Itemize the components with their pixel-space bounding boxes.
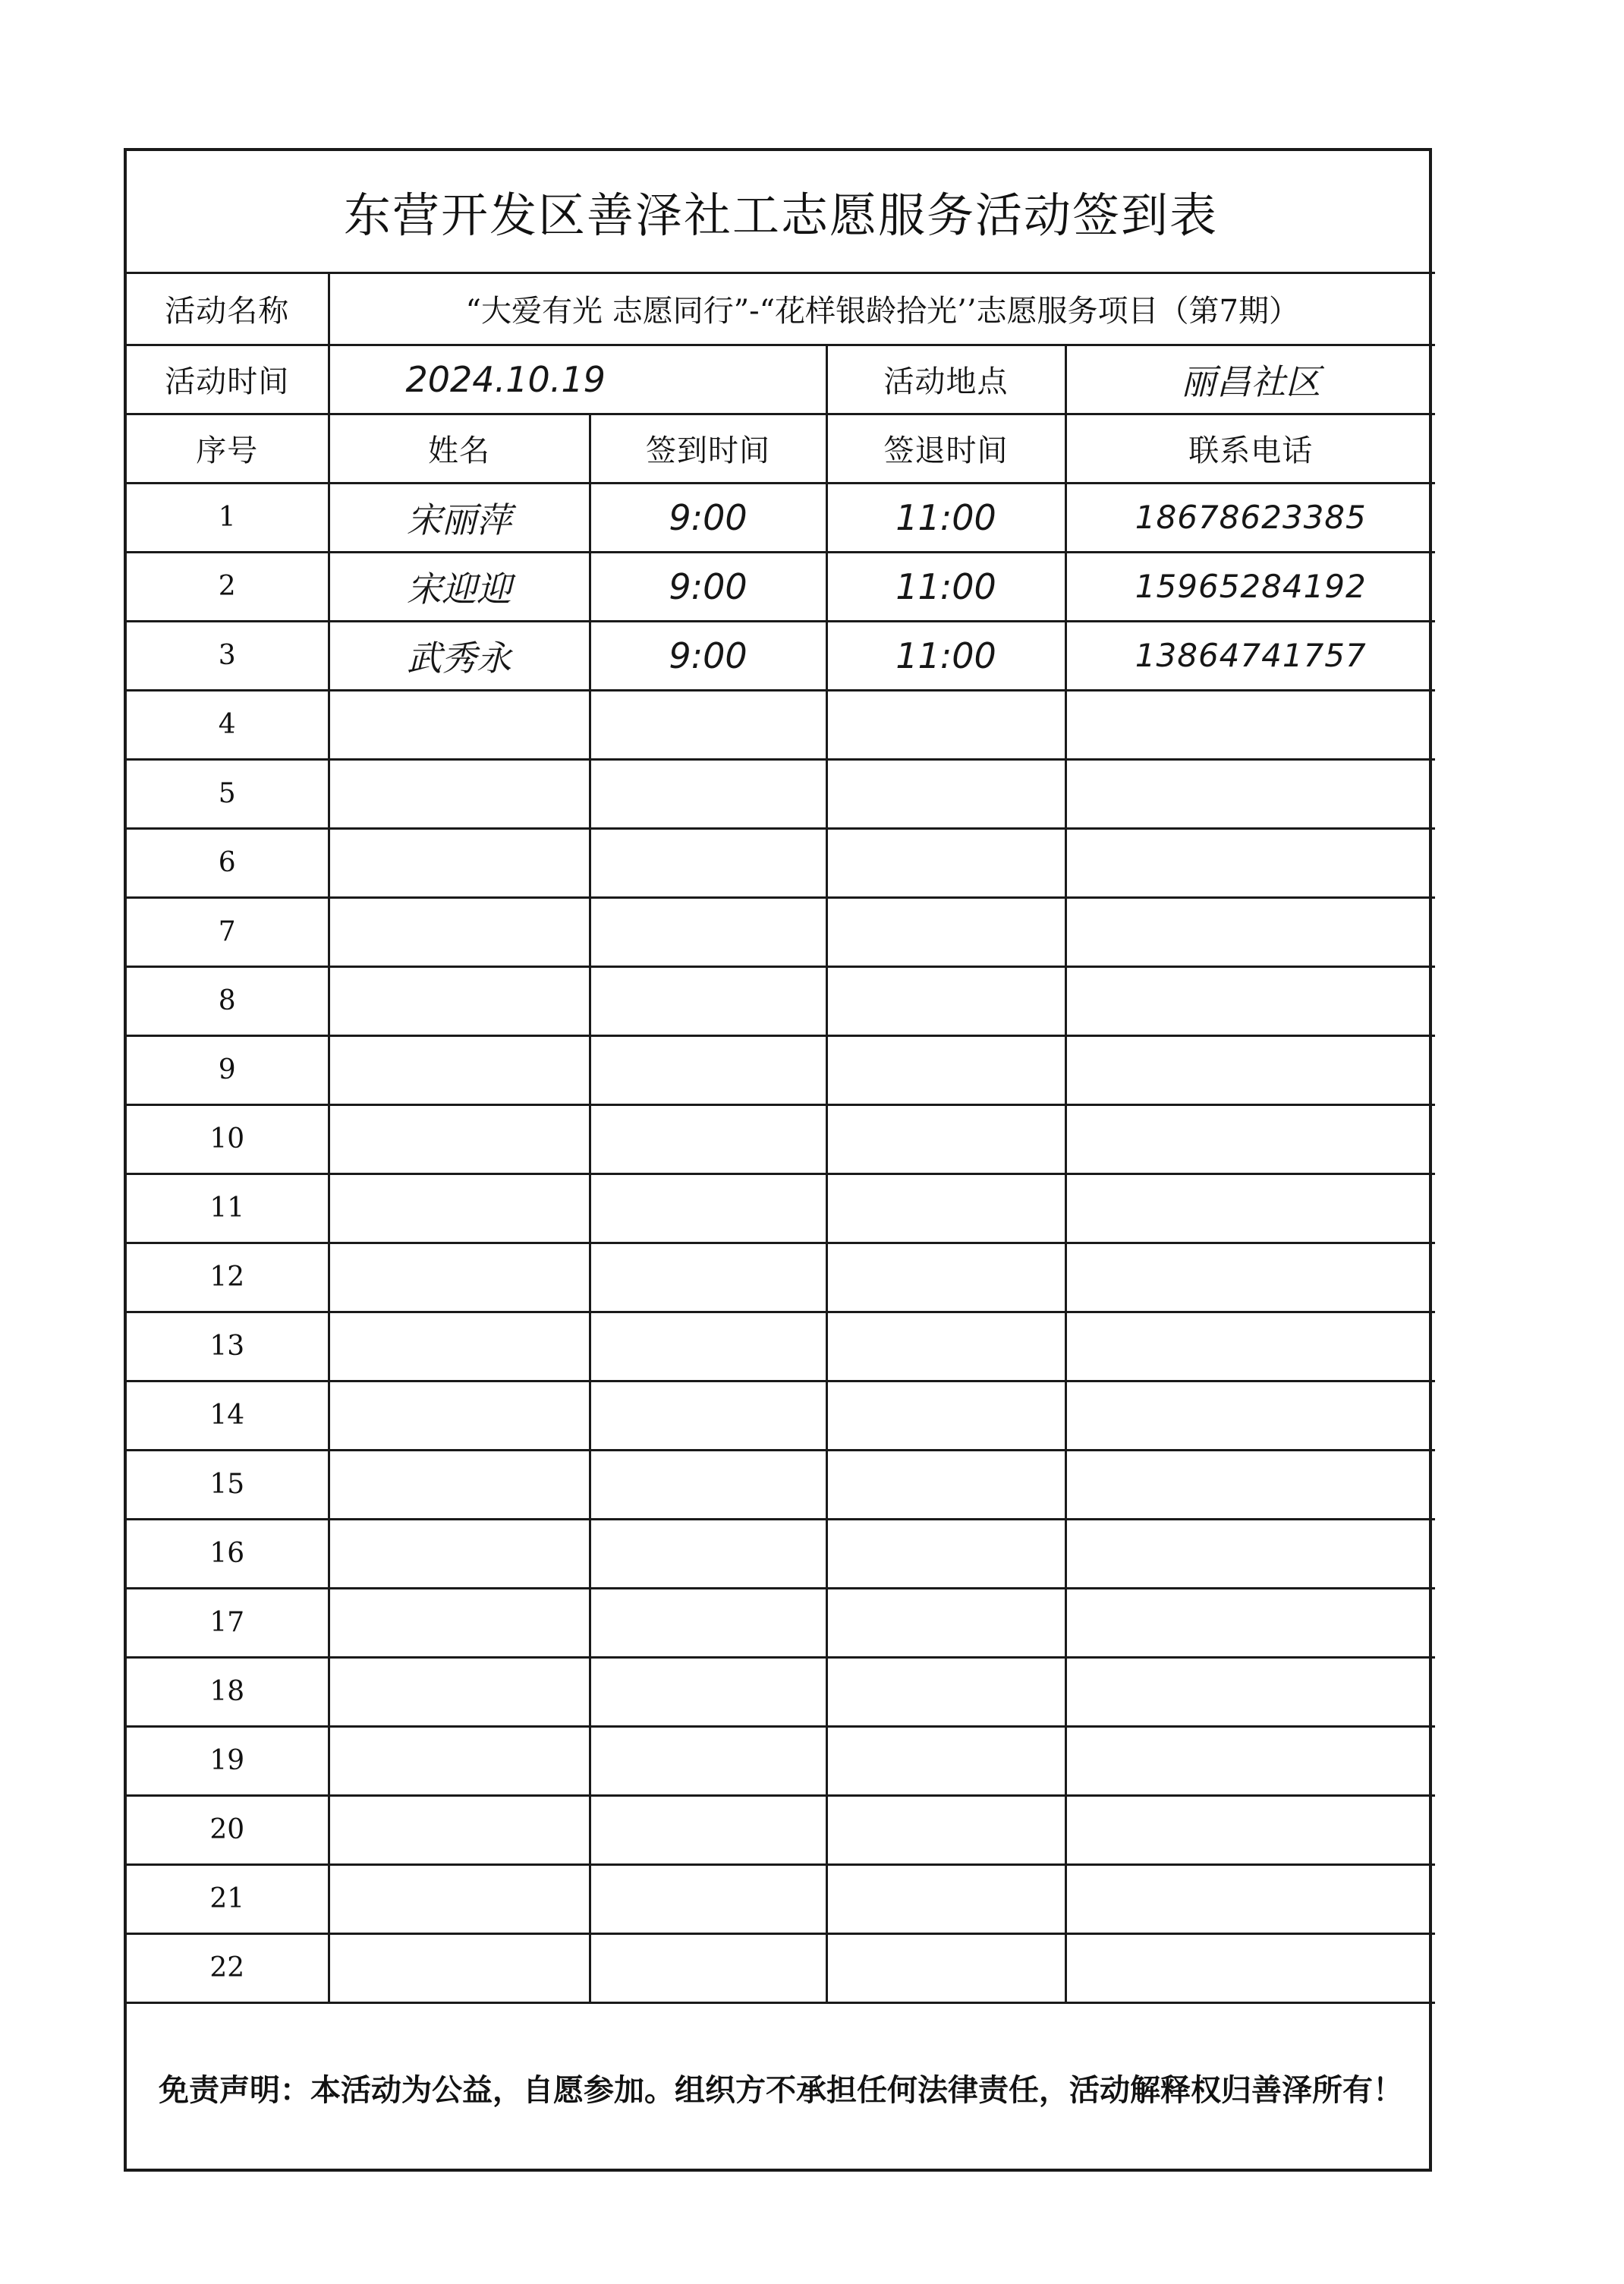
seq: 9	[127, 1035, 329, 1104]
seq: 18	[127, 1657, 329, 1726]
name-cell[interactable]	[329, 1450, 590, 1519]
table-row	[127, 552, 1435, 621]
phone-cell[interactable]	[1065, 966, 1435, 1035]
seq: 10	[127, 1104, 329, 1174]
name-cell[interactable]	[329, 897, 590, 966]
sign-out-cell[interactable]	[826, 1104, 1065, 1174]
sign-out-cell[interactable]	[826, 828, 1065, 897]
seq: 7	[127, 897, 329, 966]
sign-in-sheet	[124, 148, 1432, 2172]
phone-cell[interactable]	[1065, 1174, 1435, 1243]
phone-cell[interactable]: 18678623385	[1065, 483, 1435, 552]
sign-in-table	[127, 151, 1435, 2177]
sign-in-cell[interactable]: 9:00	[590, 552, 826, 621]
sign-in-cell[interactable]	[590, 1174, 826, 1243]
sign-out-cell[interactable]	[826, 1588, 1065, 1657]
location-value[interactable]: 丽昌社区	[1065, 345, 1435, 414]
phone-cell[interactable]	[1065, 1795, 1435, 1864]
sign-out-cell[interactable]	[826, 1519, 1065, 1588]
name-cell[interactable]	[329, 1104, 590, 1174]
column-header-sign-out: 签退时间	[826, 414, 1065, 483]
sign-in-cell[interactable]	[590, 1657, 826, 1726]
name-cell[interactable]	[329, 1588, 590, 1657]
sign-in-cell[interactable]: 9:00	[590, 483, 826, 552]
seq: 13	[127, 1312, 329, 1381]
sign-out-cell[interactable]: 11:00	[826, 483, 1065, 552]
phone-cell[interactable]	[1065, 1312, 1435, 1381]
sign-in-cell[interactable]	[590, 828, 826, 897]
table-row	[127, 1519, 1435, 1588]
table-row	[127, 1104, 1435, 1174]
seq: 1	[127, 483, 329, 552]
name-cell[interactable]	[329, 1174, 590, 1243]
location-label: 活动地点	[826, 345, 1065, 414]
table-row	[127, 759, 1435, 828]
column-header-sign-in: 签到时间	[590, 414, 826, 483]
sign-in-cell[interactable]	[590, 1104, 826, 1174]
sign-out-cell[interactable]	[826, 897, 1065, 966]
sign-out-cell[interactable]	[826, 966, 1065, 1035]
sign-in-cell[interactable]	[590, 1035, 826, 1104]
sign-in-cell[interactable]	[590, 1381, 826, 1450]
sign-out-cell[interactable]: 11:00	[826, 552, 1065, 621]
column-header-row	[127, 414, 1435, 483]
table-row	[127, 1243, 1435, 1312]
sign-in-cell[interactable]	[590, 897, 826, 966]
activity-time-value[interactable]: 2024.10.19	[329, 345, 826, 414]
name-cell[interactable]: 宋丽萍	[329, 483, 590, 552]
phone-cell[interactable]: 13864741757	[1065, 621, 1435, 690]
table-row	[127, 621, 1435, 690]
phone-cell[interactable]	[1065, 1864, 1435, 1933]
phone-cell[interactable]	[1065, 1933, 1435, 2002]
sign-in-cell[interactable]	[590, 1519, 826, 1588]
seq: 16	[127, 1519, 329, 1588]
sign-in-cell[interactable]	[590, 1450, 826, 1519]
name-cell[interactable]	[329, 1312, 590, 1381]
phone-cell[interactable]	[1065, 1381, 1435, 1450]
sign-out-cell[interactable]	[826, 1795, 1065, 1864]
phone-cell[interactable]	[1065, 1035, 1435, 1104]
table-row	[127, 1450, 1435, 1519]
phone-cell[interactable]	[1065, 1243, 1435, 1312]
table-row	[127, 1933, 1435, 2002]
phone-cell[interactable]	[1065, 1519, 1435, 1588]
phone-cell[interactable]	[1065, 897, 1435, 966]
seq: 8	[127, 966, 329, 1035]
sign-out-cell[interactable]	[826, 1864, 1065, 1933]
sign-out-cell[interactable]	[826, 1726, 1065, 1795]
name-cell[interactable]: 宋迎迎	[329, 552, 590, 621]
table-row	[127, 483, 1435, 552]
table-row	[127, 690, 1435, 759]
activity-time-label: 活动时间	[127, 345, 329, 414]
sign-out-cell[interactable]	[826, 1657, 1065, 1726]
sign-in-cell[interactable]	[590, 690, 826, 759]
seq: 4	[127, 690, 329, 759]
sign-out-cell[interactable]	[826, 1933, 1065, 2002]
phone-cell[interactable]	[1065, 828, 1435, 897]
sign-in-cell[interactable]	[590, 1864, 826, 1933]
activity-name-value: “大爱有光 志愿同行”-“花样银龄拾光’’志愿服务项目（第7期）	[329, 273, 1435, 345]
sign-in-cell[interactable]	[590, 1243, 826, 1312]
seq: 12	[127, 1243, 329, 1312]
sign-out-cell[interactable]	[826, 690, 1065, 759]
name-cell[interactable]	[329, 1035, 590, 1104]
name-cell[interactable]	[329, 828, 590, 897]
disclaimer: 免责声明：本活动为公益，自愿参加。组织方不承担任何法律责任，活动解释权归善泽所有！	[127, 2002, 1435, 2177]
column-header-name: 姓名	[329, 414, 590, 483]
name-cell[interactable]: 武秀永	[329, 621, 590, 690]
seq: 11	[127, 1174, 329, 1243]
name-cell[interactable]	[329, 759, 590, 828]
sign-in-cell[interactable]	[590, 966, 826, 1035]
seq: 15	[127, 1450, 329, 1519]
seq: 5	[127, 759, 329, 828]
table-row	[127, 828, 1435, 897]
sign-out-cell[interactable]	[826, 1243, 1065, 1312]
sign-out-cell[interactable]	[826, 1174, 1065, 1243]
seq: 14	[127, 1381, 329, 1450]
table-row	[127, 1588, 1435, 1657]
name-cell[interactable]	[329, 1243, 590, 1312]
phone-cell[interactable]	[1065, 1588, 1435, 1657]
seq: 6	[127, 828, 329, 897]
name-cell[interactable]	[329, 1519, 590, 1588]
table-row	[127, 966, 1435, 1035]
table-row	[127, 1035, 1435, 1104]
form-title: 东营开发区善泽社工志愿服务活动签到表	[127, 151, 1435, 273]
sign-in-cell[interactable]	[590, 1795, 826, 1864]
column-header-phone: 联系电话	[1065, 414, 1435, 483]
name-cell[interactable]	[329, 966, 590, 1035]
table-row	[127, 1657, 1435, 1726]
phone-cell[interactable]	[1065, 1726, 1435, 1795]
sign-in-cell[interactable]	[590, 1933, 826, 2002]
sign-in-cell[interactable]	[590, 1588, 826, 1657]
sign-out-cell[interactable]	[826, 1381, 1065, 1450]
phone-cell[interactable]	[1065, 1657, 1435, 1726]
sign-out-cell[interactable]	[826, 1035, 1065, 1104]
table-row	[127, 897, 1435, 966]
sign-out-cell[interactable]: 11:00	[826, 621, 1065, 690]
name-cell[interactable]	[329, 1864, 590, 1933]
table-row	[127, 1795, 1435, 1864]
sign-out-cell[interactable]	[826, 1450, 1065, 1519]
phone-cell[interactable]	[1065, 1450, 1435, 1519]
table-row	[127, 1726, 1435, 1795]
phone-cell[interactable]: 15965284192	[1065, 552, 1435, 621]
sign-in-cell[interactable]	[590, 1312, 826, 1381]
seq: 3	[127, 621, 329, 690]
seq: 20	[127, 1795, 329, 1864]
table-row	[127, 1381, 1435, 1450]
name-cell[interactable]	[329, 1795, 590, 1864]
sign-out-cell[interactable]	[826, 1312, 1065, 1381]
sign-out-cell[interactable]	[826, 759, 1065, 828]
seq: 2	[127, 552, 329, 621]
name-cell[interactable]	[329, 1726, 590, 1795]
seq: 19	[127, 1726, 329, 1795]
table-row	[127, 1174, 1435, 1243]
name-cell[interactable]	[329, 1381, 590, 1450]
seq: 21	[127, 1864, 329, 1933]
sign-in-cell[interactable]	[590, 1726, 826, 1795]
seq: 17	[127, 1588, 329, 1657]
sign-in-cell[interactable]: 9:00	[590, 621, 826, 690]
activity-name-label: 活动名称	[127, 273, 329, 345]
column-header-seq: 序号	[127, 414, 329, 483]
table-row	[127, 1864, 1435, 1933]
seq: 22	[127, 1933, 329, 2002]
phone-cell[interactable]	[1065, 1104, 1435, 1174]
name-cell[interactable]	[329, 1657, 590, 1726]
phone-cell[interactable]	[1065, 759, 1435, 828]
table-row	[127, 1312, 1435, 1381]
sign-in-cell[interactable]	[590, 759, 826, 828]
name-cell[interactable]	[329, 1933, 590, 2002]
name-cell[interactable]	[329, 690, 590, 759]
phone-cell[interactable]	[1065, 690, 1435, 759]
